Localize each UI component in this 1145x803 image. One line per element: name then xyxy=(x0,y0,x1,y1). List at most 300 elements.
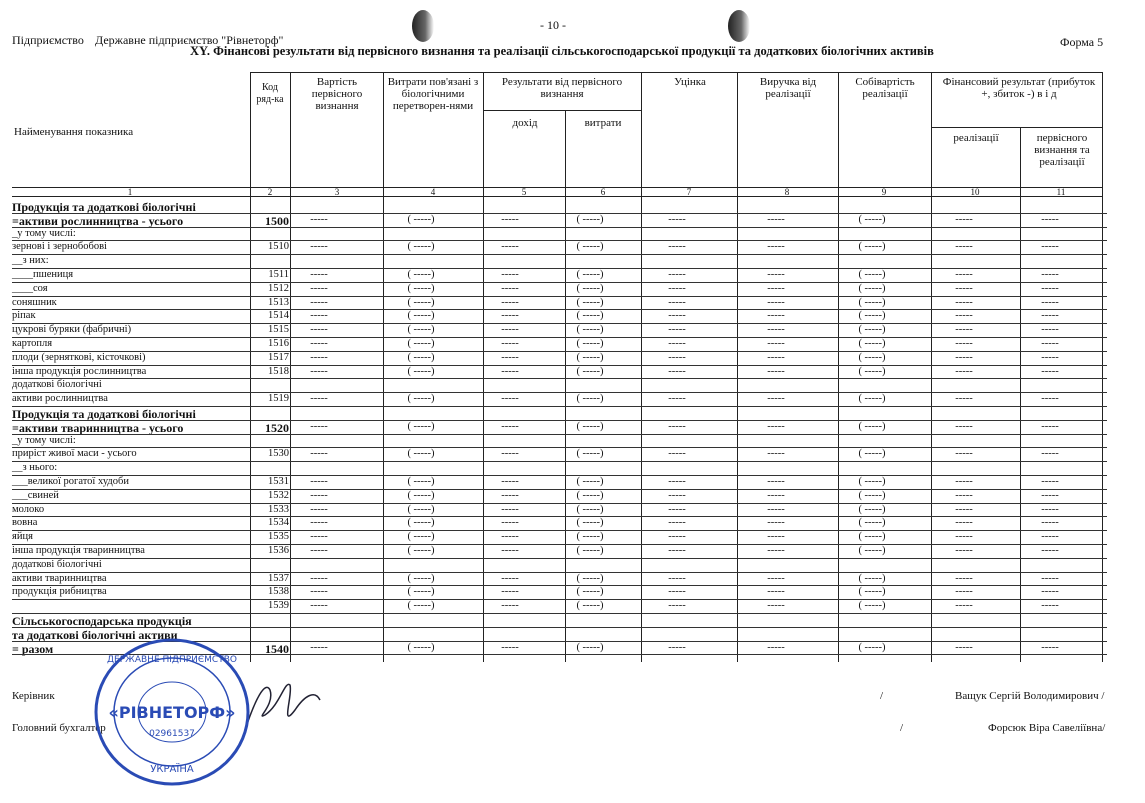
row-cell: ( -----) xyxy=(576,241,604,253)
col-header-cost: Собівартість реалізації xyxy=(855,76,915,100)
row-cell: ----- xyxy=(501,365,519,377)
row-cell: ( -----) xyxy=(858,531,886,543)
row-cell: ( -----) xyxy=(576,269,604,280)
accountant-slash: / xyxy=(900,722,904,734)
row-code: 1510 xyxy=(268,241,289,253)
column-number: 9 xyxy=(881,187,887,197)
column-number: 6 xyxy=(600,187,606,197)
director-label: Керівник xyxy=(12,690,55,702)
row-code: 1515 xyxy=(268,324,289,336)
table-row xyxy=(12,545,1107,558)
row-cell: ----- xyxy=(1041,393,1059,405)
row-cell: ( -----) xyxy=(858,296,886,308)
section-title: XY. Фінансові результати від первісного визнання та реалізації сільськогосподарської продукції та додаткових біологічних активів xyxy=(190,44,934,58)
row-cell: ( -----) xyxy=(407,282,435,294)
row-cell: ( -----) xyxy=(407,545,435,556)
row-cell: ----- xyxy=(668,351,686,363)
row-cell: ( -----) xyxy=(858,572,886,584)
row-cell: ----- xyxy=(1041,641,1059,653)
row-cell: ----- xyxy=(955,351,973,363)
row-cell: ----- xyxy=(955,324,973,336)
accountant-name: Форсюк Віра Савеліївна/ xyxy=(988,722,1106,734)
director-slash: / xyxy=(880,690,884,702)
table-row xyxy=(12,490,1107,503)
row-cell: ( -----) xyxy=(407,572,435,584)
row-cell: ( -----) xyxy=(407,641,435,653)
row-cell: ( -----) xyxy=(576,572,604,584)
column-number: 11 xyxy=(1056,187,1066,197)
row-cell: ----- xyxy=(1041,241,1059,253)
row-cell: ( -----) xyxy=(576,324,604,336)
row-cell: ----- xyxy=(668,503,686,515)
row-cell: ----- xyxy=(310,324,328,336)
row-cell: ----- xyxy=(501,282,519,294)
row-cell: ----- xyxy=(501,600,519,612)
row-cell: ( -----) xyxy=(858,241,886,253)
row-cell: ----- xyxy=(310,572,328,584)
row-cell: ( -----) xyxy=(407,531,435,543)
row-cell: ( -----) xyxy=(858,586,886,598)
table-row xyxy=(12,448,1107,461)
row-cell: ----- xyxy=(668,269,686,280)
row-code: 1516 xyxy=(268,338,289,349)
enterprise-label: Підприємство xyxy=(12,33,84,47)
table-row xyxy=(12,297,1107,310)
row-label: __з них: xyxy=(12,255,49,267)
table-row xyxy=(12,228,1107,241)
row-cell: ( -----) xyxy=(858,448,886,460)
row-cell: ----- xyxy=(955,393,973,405)
row-cell: ----- xyxy=(1041,365,1059,377)
row-cell: ( -----) xyxy=(576,448,604,460)
row-cell: ----- xyxy=(1041,351,1059,363)
row-cell: ----- xyxy=(310,531,328,543)
row-cell: ( -----) xyxy=(407,296,435,308)
row-cell: ----- xyxy=(668,338,686,349)
row-code: 1511 xyxy=(268,269,289,280)
row-cell: ----- xyxy=(1041,503,1059,515)
row-code: 1533 xyxy=(268,503,289,515)
row-cell: ----- xyxy=(668,489,686,501)
row-label: та додаткові біологічні активи xyxy=(12,627,178,642)
row-cell: ( -----) xyxy=(576,641,604,653)
row-cell: ----- xyxy=(955,365,973,377)
row-cell: ----- xyxy=(1041,476,1059,487)
stamp-bottom-text: УКРАЇНА xyxy=(150,764,194,775)
row-cell: ( -----) xyxy=(407,324,435,336)
row-label: Продукція та додаткові біологічні xyxy=(12,407,196,421)
row-cell: ----- xyxy=(668,296,686,308)
row-label: _у тому числі: xyxy=(12,227,76,239)
row-cell: ( -----) xyxy=(407,476,435,487)
row-label: Сільськогосподарська продукція xyxy=(12,614,192,628)
stamp-code-text: 02961537 xyxy=(149,729,195,739)
row-cell: ( -----) xyxy=(407,241,435,253)
row-cell: ----- xyxy=(1041,517,1059,529)
col-header-expenses: витрати xyxy=(584,117,622,129)
row-cell: ( -----) xyxy=(858,503,886,515)
row-cell: ----- xyxy=(767,213,785,225)
table-row xyxy=(12,324,1107,337)
table-row xyxy=(12,421,1107,434)
row-cell: ----- xyxy=(955,600,973,612)
row-cell: ( -----) xyxy=(576,517,604,529)
col-header-fin-result: Фінансовий результат (прибуток +, збиток -) в і д xyxy=(942,76,1096,100)
row-cell: ----- xyxy=(310,420,328,432)
row-cell: ( -----) xyxy=(858,476,886,487)
row-cell: ( -----) xyxy=(407,213,435,225)
stamp-center-text: «РІВНЕТОРФ» xyxy=(108,703,236,722)
row-cell: ----- xyxy=(1041,282,1059,294)
column-number: 10 xyxy=(970,187,980,197)
row-cell: ----- xyxy=(767,365,785,377)
row-cell: ( -----) xyxy=(407,503,435,515)
row-cell: ----- xyxy=(767,296,785,308)
row-cell: ----- xyxy=(955,545,973,556)
row-label: молоко xyxy=(12,503,45,515)
row-code: 1514 xyxy=(268,310,289,322)
row-label: яйця xyxy=(12,531,33,543)
row-cell: ----- xyxy=(668,324,686,336)
row-cell: ----- xyxy=(767,324,785,336)
row-cell: ( -----) xyxy=(858,600,886,612)
table-row xyxy=(12,573,1107,586)
row-cell: ----- xyxy=(668,476,686,487)
row-cell: ( -----) xyxy=(858,489,886,501)
row-cell: ( -----) xyxy=(407,393,435,405)
column-number: 5 xyxy=(521,187,527,197)
table-row xyxy=(12,352,1107,365)
row-cell: ----- xyxy=(501,572,519,584)
row-cell: ----- xyxy=(501,503,519,515)
row-cell: ( -----) xyxy=(576,351,604,363)
row-cell: ----- xyxy=(955,531,973,543)
row-cell: ----- xyxy=(767,420,785,432)
column-number: 4 xyxy=(430,187,436,197)
row-cell: ----- xyxy=(1041,269,1059,280)
row-code: 1532 xyxy=(268,489,289,501)
row-code: 1536 xyxy=(268,545,289,556)
row-cell: ----- xyxy=(501,393,519,405)
row-cell: ----- xyxy=(668,310,686,322)
row-cell: ( -----) xyxy=(858,420,886,432)
row-cell: ----- xyxy=(501,517,519,529)
row-cell: ----- xyxy=(310,393,328,405)
row-cell: ( -----) xyxy=(407,517,435,529)
row-label: =активи тваринництва - усього xyxy=(12,420,184,435)
row-cell: ----- xyxy=(955,476,973,487)
table-row xyxy=(12,338,1107,351)
table-row xyxy=(12,379,1107,392)
col-header-name: Найменування показника xyxy=(14,126,134,138)
row-cell: ----- xyxy=(955,338,973,349)
row-cell: ----- xyxy=(501,351,519,363)
row-cell: ----- xyxy=(501,241,519,253)
row-cell: ----- xyxy=(310,282,328,294)
row-cell: ( -----) xyxy=(407,586,435,598)
row-cell: ----- xyxy=(310,365,328,377)
row-code: 1534 xyxy=(268,517,289,529)
row-label: зернові і зернобобові xyxy=(12,241,107,253)
row-cell: ----- xyxy=(668,420,686,432)
col-header-fin-sale: реалізації xyxy=(953,132,999,144)
row-cell: ----- xyxy=(668,213,686,225)
row-cell: ----- xyxy=(955,503,973,515)
row-cell: ----- xyxy=(767,269,785,280)
row-cell: ----- xyxy=(1041,545,1059,556)
row-cell: ( -----) xyxy=(858,641,886,653)
column-number: 1 xyxy=(127,187,133,197)
row-cell: ----- xyxy=(1041,296,1059,308)
row-cell: ----- xyxy=(1041,310,1059,322)
row-cell: ----- xyxy=(955,213,973,225)
row-label: ___великої рогатої худоби xyxy=(12,476,129,487)
row-cell: ( -----) xyxy=(576,393,604,405)
row-cell: ----- xyxy=(668,241,686,253)
row-cell: ----- xyxy=(501,586,519,598)
row-cell: ----- xyxy=(310,448,328,460)
column-number: 3 xyxy=(334,187,340,197)
row-cell: ----- xyxy=(310,213,328,225)
row-cell: ----- xyxy=(668,448,686,460)
row-cell: ----- xyxy=(501,476,519,487)
row-code: 1535 xyxy=(268,531,289,543)
row-label: додаткові біологічні xyxy=(12,379,102,391)
row-cell: ( -----) xyxy=(576,600,604,612)
row-label: Продукція та додаткові біологічні xyxy=(12,200,196,214)
row-cell: ( -----) xyxy=(576,296,604,308)
row-code: 1530 xyxy=(268,448,289,460)
row-cell: ( -----) xyxy=(576,213,604,225)
row-cell: ----- xyxy=(1041,572,1059,584)
row-cell: ( -----) xyxy=(576,531,604,543)
row-cell: ----- xyxy=(310,241,328,253)
row-cell: ( -----) xyxy=(576,476,604,487)
row-cell: ( -----) xyxy=(576,338,604,349)
row-code: 1518 xyxy=(268,365,289,377)
table-row xyxy=(12,241,1107,254)
row-cell: ----- xyxy=(767,351,785,363)
row-cell: ----- xyxy=(955,420,973,432)
row-code: 1519 xyxy=(268,393,289,405)
row-cell: ----- xyxy=(668,517,686,529)
row-cell: ----- xyxy=(767,517,785,529)
row-cell: ----- xyxy=(501,296,519,308)
row-cell: ----- xyxy=(767,600,785,612)
row-code: 1520 xyxy=(265,420,289,435)
row-cell: ----- xyxy=(501,324,519,336)
row-cell: ----- xyxy=(955,269,973,280)
table-row xyxy=(12,366,1107,379)
row-cell: ----- xyxy=(1041,448,1059,460)
table-row xyxy=(12,393,1107,406)
row-cell: ----- xyxy=(767,503,785,515)
table-row xyxy=(12,310,1107,323)
row-cell: ----- xyxy=(955,296,973,308)
row-cell: ----- xyxy=(767,448,785,460)
row-cell: ( -----) xyxy=(858,365,886,377)
row-cell: ----- xyxy=(668,545,686,556)
row-cell: ( -----) xyxy=(576,310,604,322)
table-row xyxy=(12,517,1107,530)
row-cell: ( -----) xyxy=(576,586,604,598)
row-cell: ----- xyxy=(310,600,328,612)
row-cell: ----- xyxy=(767,338,785,349)
row-label: продукція рибництва xyxy=(12,586,107,598)
column-number: 2 xyxy=(267,187,273,197)
row-cell: ( -----) xyxy=(576,282,604,294)
col-header-income: дохід xyxy=(512,117,538,129)
row-label: ____соя xyxy=(12,282,48,294)
row-cell: ----- xyxy=(501,269,519,280)
stamp-ring-text: ДЕРЖАВНЕ ПІДПРИЄМСТВО xyxy=(107,655,237,665)
row-cell: ( -----) xyxy=(858,517,886,529)
col-header-initial-value: Вартість первісного визнання xyxy=(311,76,363,112)
row-cell: ( -----) xyxy=(407,489,435,501)
row-label: ____пшениця xyxy=(12,269,74,280)
col-header-bio-costs: Витрати пов'язані з біологічними перетворен-нями xyxy=(387,76,479,112)
row-cell: ----- xyxy=(668,572,686,584)
row-cell: ----- xyxy=(310,296,328,308)
enterprise-name: Державне підприємство "Рівнеторф" xyxy=(95,33,284,47)
row-cell: ----- xyxy=(955,282,973,294)
row-cell: ----- xyxy=(767,545,785,556)
table-row xyxy=(12,255,1107,268)
row-label: цукрові буряки (фабричні) xyxy=(12,324,132,336)
row-cell: ( -----) xyxy=(858,393,886,405)
row-label: __з нього: xyxy=(12,462,58,474)
row-code: 1500 xyxy=(265,213,289,228)
row-cell: ----- xyxy=(310,351,328,363)
row-cell: ----- xyxy=(955,572,973,584)
table-row xyxy=(12,200,1107,213)
form-label: Форма 5 xyxy=(1060,35,1104,49)
table-row xyxy=(12,407,1107,420)
row-cell: ( -----) xyxy=(576,365,604,377)
row-cell: ----- xyxy=(1041,338,1059,349)
row-cell: ----- xyxy=(501,420,519,432)
table-row xyxy=(12,614,1107,627)
table-row xyxy=(12,559,1107,572)
row-cell: ----- xyxy=(668,600,686,612)
col-header-revenue: Виручка від реалізації xyxy=(759,76,817,100)
col-header-fin-initial: первісного визнання та реалізації xyxy=(1034,132,1090,168)
row-cell: ( -----) xyxy=(407,600,435,612)
row-cell: ( -----) xyxy=(858,282,886,294)
row-label: активи тваринництва xyxy=(12,572,107,584)
row-cell: ----- xyxy=(310,310,328,322)
row-code: 1538 xyxy=(268,586,289,598)
row-label: вовна xyxy=(12,517,38,529)
director-name: Ващук Сергій Володимирович / xyxy=(955,690,1105,702)
column-number: 8 xyxy=(784,187,790,197)
row-code: 1531 xyxy=(268,476,289,487)
row-cell: ----- xyxy=(501,489,519,501)
row-cell: ----- xyxy=(310,476,328,487)
table-row xyxy=(12,462,1107,475)
row-cell: ----- xyxy=(310,503,328,515)
row-cell: ----- xyxy=(767,641,785,653)
row-code: 1537 xyxy=(268,572,289,584)
row-code: 1512 xyxy=(268,282,289,294)
row-cell: ----- xyxy=(955,641,973,653)
row-cell: ( -----) xyxy=(858,269,886,280)
row-cell: ----- xyxy=(668,586,686,598)
row-label: додаткові біологічні xyxy=(12,558,102,570)
col-header-code: Код ряд-ка xyxy=(256,82,284,105)
row-cell: ----- xyxy=(310,338,328,349)
punch-hole-right xyxy=(728,10,750,42)
row-cell: ( -----) xyxy=(576,545,604,556)
punch-hole-left xyxy=(412,10,434,42)
table-row xyxy=(12,214,1107,227)
table-row xyxy=(12,504,1107,517)
col-header-initial-results: Результати від первісного визнання xyxy=(501,76,623,100)
row-label: ___свиней xyxy=(12,489,59,501)
stamp xyxy=(92,636,252,788)
table-row xyxy=(12,283,1107,296)
row-label: _у тому числі: xyxy=(12,434,76,446)
row-cell: ----- xyxy=(310,641,328,653)
row-cell: ----- xyxy=(310,545,328,556)
page-number: - 10 - xyxy=(540,18,566,32)
row-cell: ----- xyxy=(1041,213,1059,225)
row-cell: ----- xyxy=(955,586,973,598)
row-cell: ----- xyxy=(310,489,328,501)
table-row xyxy=(12,531,1107,544)
row-cell: ----- xyxy=(955,517,973,529)
row-cell: ----- xyxy=(310,269,328,280)
row-cell: ----- xyxy=(668,282,686,294)
row-cell: ( -----) xyxy=(576,420,604,432)
table-row xyxy=(12,435,1107,448)
row-cell: ----- xyxy=(767,393,785,405)
row-cell: ----- xyxy=(501,310,519,322)
row-cell: ----- xyxy=(955,310,973,322)
row-cell: ----- xyxy=(767,310,785,322)
row-cell: ( -----) xyxy=(576,489,604,501)
row-label: = разом xyxy=(12,641,54,656)
row-cell: ( -----) xyxy=(858,324,886,336)
row-cell: ----- xyxy=(1041,324,1059,336)
row-code: 1540 xyxy=(265,641,289,656)
col-header-markdown: Уцінка xyxy=(674,76,706,88)
row-cell: ( -----) xyxy=(407,420,435,432)
table-row xyxy=(12,600,1107,613)
row-cell: ----- xyxy=(955,489,973,501)
row-cell: ----- xyxy=(1041,489,1059,501)
row-cell: ----- xyxy=(767,476,785,487)
table-row xyxy=(12,586,1107,599)
row-cell: ----- xyxy=(501,213,519,225)
row-cell: ( -----) xyxy=(407,448,435,460)
row-cell: ( -----) xyxy=(858,213,886,225)
row-cell: ----- xyxy=(668,393,686,405)
row-label: інша продукція рослинництва xyxy=(12,365,147,377)
row-code: 1539 xyxy=(268,600,289,612)
row-cell: ( -----) xyxy=(407,269,435,280)
row-cell: ( -----) xyxy=(407,310,435,322)
row-cell: ----- xyxy=(767,241,785,253)
accountant-label: Головний бухгалтер xyxy=(12,722,106,734)
row-cell: ----- xyxy=(501,448,519,460)
row-cell: ----- xyxy=(310,517,328,529)
row-cell: ----- xyxy=(501,545,519,556)
column-number: 7 xyxy=(686,187,692,197)
row-cell: ----- xyxy=(501,338,519,349)
row-cell: ----- xyxy=(767,572,785,584)
row-code: 1517 xyxy=(268,351,289,363)
